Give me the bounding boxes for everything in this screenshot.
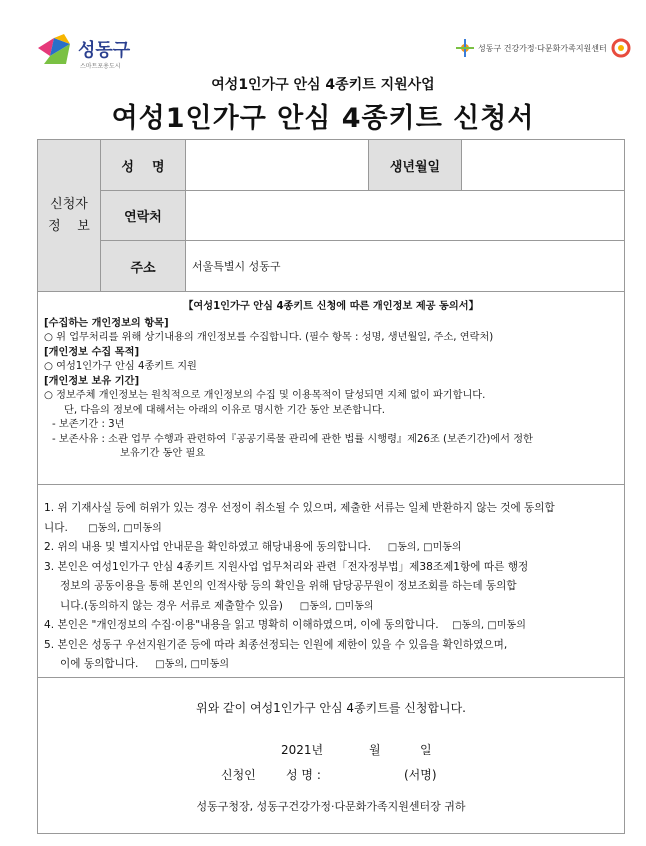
addressee: 성동구청장, 성동구건강가정·다문화가족지원센터장 귀하 [196, 800, 466, 813]
disagree-1-checkbox[interactable]: □미동의 [123, 522, 162, 534]
date-year: 2021년 [281, 743, 324, 757]
privacy-consent-section [37, 291, 625, 485]
name-field[interactable] [186, 140, 369, 191]
birthdate-field[interactable] [462, 140, 625, 191]
family-center-logo [456, 34, 636, 62]
applicant-label: 신청인 [221, 768, 256, 782]
retention-body-2: 단, 다음의 정보에 대해서는 아래의 이유로 명시한 기간 동안 보존합니다. [64, 404, 386, 416]
program-subtitle: 여성1인가구 안심 4종키트 지원사업 [211, 77, 435, 93]
agreement-4: 4. 본인은 "개인정보의 수집·이용"내용을 읽고 명확히 이해하였으며, 이에 동의합니다. □동의, □미동의 [44, 619, 526, 631]
disagree-5-checkbox[interactable]: □미동의 [190, 659, 229, 670]
family-center-name: 성동구 건강가정·다문화가족지원센터 [478, 43, 607, 53]
address-field[interactable]: 서울특별시 성동구 [186, 241, 625, 292]
retention-period: - 보존기간 : 3년 [52, 419, 125, 430]
disagree-4-checkbox[interactable]: □미동의 [487, 620, 526, 631]
applicant-category: 신청자 정 보 [38, 140, 101, 292]
agreement-1: 1. 위 기재사실 등에 허위가 있는 경우 선정이 취소될 수 있으며, 제출한 서류는 일체 반환하지 않는 것에 동의합 니다. □동의, □미동의 [44, 502, 555, 534]
date-day: 일 [420, 743, 432, 757]
name-label: 성 명 [101, 140, 186, 191]
date-month: 월 [369, 743, 381, 757]
signature-section [37, 677, 625, 834]
form-title: 여성1인가구 안심 4종키트 신청서 [111, 103, 535, 134]
logo-name: 성동구 [78, 40, 131, 61]
consent-heading: 【여성1인가구 안심 4종키트 신청에 따른 개인정보 제공 동의서】 [183, 301, 479, 312]
agreement-section [37, 484, 625, 678]
swirl-icon [611, 38, 631, 58]
agreement-3: 3. 본인은 여성1인가구 안심 4종키트 지원사업 업무처리와 관련「전자정부법」제38조제1항에 따른 행정 정보의 공동이용을 통해 본인의 인적사항 등의 확인을 위해 담당공무원이 정보조회를 하는데 동의합 니다.(동의하지 않는 경우 서류로 제출할수 있음) □동의, □미동의 [44, 560, 529, 612]
seongdong-gu-logo [36, 30, 146, 76]
agreement-2: 2. 위의 내용 및 별지사업 안내문을 확인하였고 해당내용에 동의합니다. □동의, □미동의 [44, 541, 462, 553]
disagree-2-checkbox[interactable]: □미동의 [423, 542, 462, 553]
purpose-title: [개인정보 수집 목적] [44, 346, 140, 358]
agreement-5: 5. 본인은 성동구 우선지원기준 등에 따라 최종선정되는 인원에 제한이 있을 수 있음을 확인하였으며, 이에 동의합니다. □동의, □미동의 [44, 638, 508, 670]
applicant-info-table [37, 139, 625, 292]
retention-body-1: ○ 정보주체 개인정보는 원칙적으로 개인정보의 수집 및 이용목적이 달성되면 지체 없이 파기합니다. [44, 390, 486, 401]
birthdate-label: 생년월일 [369, 140, 462, 191]
retention-reason-cont: 보유기간 동안 필요 [120, 448, 206, 459]
address-label: 주소 [101, 241, 186, 292]
family-center-icon [456, 39, 474, 57]
contact-label: 연락처 [101, 191, 186, 241]
seongdong-leaf-icon [36, 34, 76, 68]
contact-field[interactable] [186, 191, 625, 241]
sign-label[interactable]: (서명) [404, 768, 437, 782]
signer-name-label: 성 명 : [286, 768, 321, 782]
application-statement: 위와 같이 여성1인가구 안심 4종키트를 신청합니다. [196, 701, 466, 715]
collected-items-body: ○ 위 업무처리를 위해 상기내용의 개인정보를 수집합니다. (필수 항목 : 성명, 생년월일, 주소, 연락처) [44, 332, 494, 343]
logo-sub: 스마트포용도시 [80, 63, 121, 70]
agree-1-checkbox[interactable]: □동의, [88, 522, 121, 534]
agree-3-checkbox[interactable]: □동의, [299, 600, 332, 612]
retention-reason: - 보존사유 : 소관 업무 수행과 관련하여『공공기록물 관리에 관한 법률 시행령』제26조 (보존기간)에서 정한 [52, 433, 533, 445]
agree-2-checkbox[interactable]: □동의, [387, 542, 420, 553]
collected-items-title: [수집하는 개인정보의 항목] [44, 317, 169, 329]
purpose-body: ○ 여성1인가구 안심 4종키트 지원 [44, 361, 197, 372]
retention-title: [개인정보 보유 기간] [44, 375, 140, 387]
agree-5-checkbox[interactable]: □동의, [155, 659, 188, 670]
agree-4-checkbox[interactable]: □동의, [452, 620, 485, 631]
disagree-3-checkbox[interactable]: □미동의 [335, 600, 374, 612]
